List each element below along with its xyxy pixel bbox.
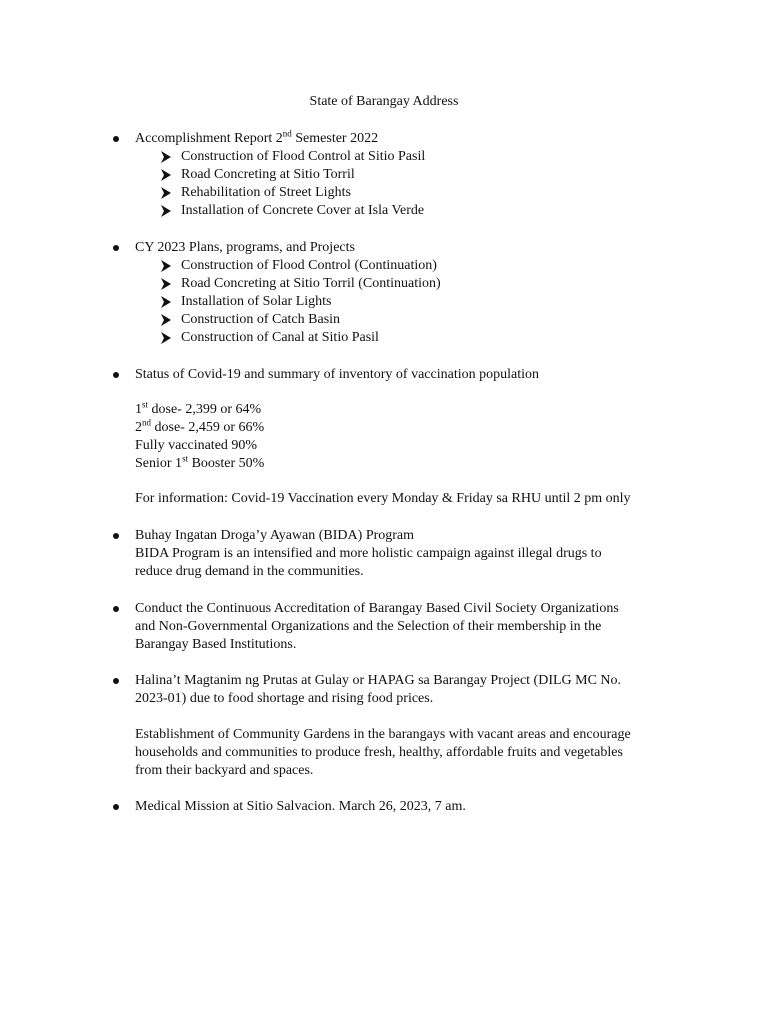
- arrow-bullet-icon: [160, 184, 174, 202]
- vaccination-info: For information: Covid-19 Vaccination every Monday & Friday sa RHU until 2 pm only: [135, 491, 631, 506]
- page-title: State of Barangay Address: [309, 94, 459, 109]
- list-item: Road Concreting at Sitio Torril (Continuation): [181, 276, 441, 291]
- dose2-superscript: nd: [142, 417, 151, 428]
- arrow-bullet-icon: [160, 148, 174, 166]
- section-heading-accomplishment: [135, 130, 378, 148]
- paragraph-line: from their backyard and spaces.: [135, 763, 314, 778]
- bullet-icon: [112, 672, 122, 690]
- paragraph-line: and Non-Governmental Organizations and the Selection of their membership in the: [135, 619, 602, 634]
- arrow-bullet-icon: [160, 257, 174, 275]
- section-heading-hapag: Halina’t Magtanim ng Prutas at Gulay or HAPAG sa Barangay Project (DILG MC No.: [135, 673, 622, 688]
- list-item: Road Concreting at Sitio Torril: [181, 167, 355, 182]
- arrow-bullet-icon: [160, 166, 174, 184]
- bullet-icon: [112, 366, 122, 384]
- dose1-superscript: st: [142, 399, 149, 410]
- senior-superscript: st: [182, 453, 189, 464]
- section-heading-covid: Status of Covid-19 and summary of inventory of vaccination population: [135, 367, 539, 382]
- heading-superscript: nd: [282, 128, 292, 139]
- arrow-bullet-icon: [160, 202, 174, 220]
- dose1-text: dose- 2,399 or 64%: [148, 402, 262, 417]
- senior-text: Senior 1: [135, 456, 183, 471]
- arrow-bullet-icon: [160, 275, 174, 293]
- bullet-icon: [112, 798, 122, 816]
- paragraph-line: Barangay Based Institutions.: [135, 637, 297, 652]
- senior-booster-line: [135, 455, 264, 473]
- list-item: Rehabilitation of Street Lights: [181, 185, 351, 200]
- bullet-icon: [112, 527, 122, 545]
- heading-text: Accomplishment Report 2: [135, 131, 283, 146]
- dose2-text: dose- 2,459 or 66%: [151, 420, 265, 435]
- section-heading-medical: Medical Mission at Sitio Salvacion. March 26, 2023, 7 am.: [135, 799, 466, 814]
- section-heading-bida: Buhay Ingatan Droga’y Ayawan (BIDA) Program: [135, 528, 415, 543]
- dose1-line: [135, 401, 261, 419]
- fully-vaccinated-line: Fully vaccinated 90%: [135, 438, 258, 453]
- paragraph-line: households and communities to produce fresh, healthy, affordable fruits and vegetables: [135, 745, 623, 760]
- paragraph-line: reduce drug demand in the communities.: [135, 564, 364, 579]
- section-heading-plans: CY 2023 Plans, programs, and Projects: [135, 240, 355, 255]
- list-item: Installation of Solar Lights: [181, 294, 332, 309]
- list-item: Installation of Concrete Cover at Isla Verde: [181, 203, 425, 218]
- section-heading-accreditation: Conduct the Continuous Accreditation of Barangay Based Civil Society Organizations: [135, 601, 619, 616]
- paragraph-line: 2023-01) due to food shortage and rising food prices.: [135, 691, 434, 706]
- bullet-icon: [112, 239, 122, 257]
- list-item: Construction of Canal at Sitio Pasil: [181, 330, 379, 345]
- list-item: Construction of Catch Basin: [181, 312, 341, 327]
- arrow-bullet-icon: [160, 329, 174, 347]
- senior-text-end: Booster 50%: [188, 456, 265, 471]
- paragraph-line: Establishment of Community Gardens in the barangays with vacant areas and encourage: [135, 727, 631, 742]
- list-item: Construction of Flood Control at Sitio Pasil: [181, 149, 426, 164]
- dose2-line: [135, 419, 264, 437]
- dose2-number: 2: [135, 420, 142, 435]
- bullet-icon: [112, 130, 122, 148]
- arrow-bullet-icon: [160, 293, 174, 311]
- heading-text-end: Semester 2022: [291, 131, 379, 146]
- paragraph-line: BIDA Program is an intensified and more holistic campaign against illegal drugs to: [135, 546, 602, 561]
- dose1-number: 1: [135, 402, 142, 417]
- list-item: Construction of Flood Control (Continuation): [181, 258, 437, 273]
- arrow-bullet-icon: [160, 311, 174, 329]
- bullet-icon: [112, 600, 122, 618]
